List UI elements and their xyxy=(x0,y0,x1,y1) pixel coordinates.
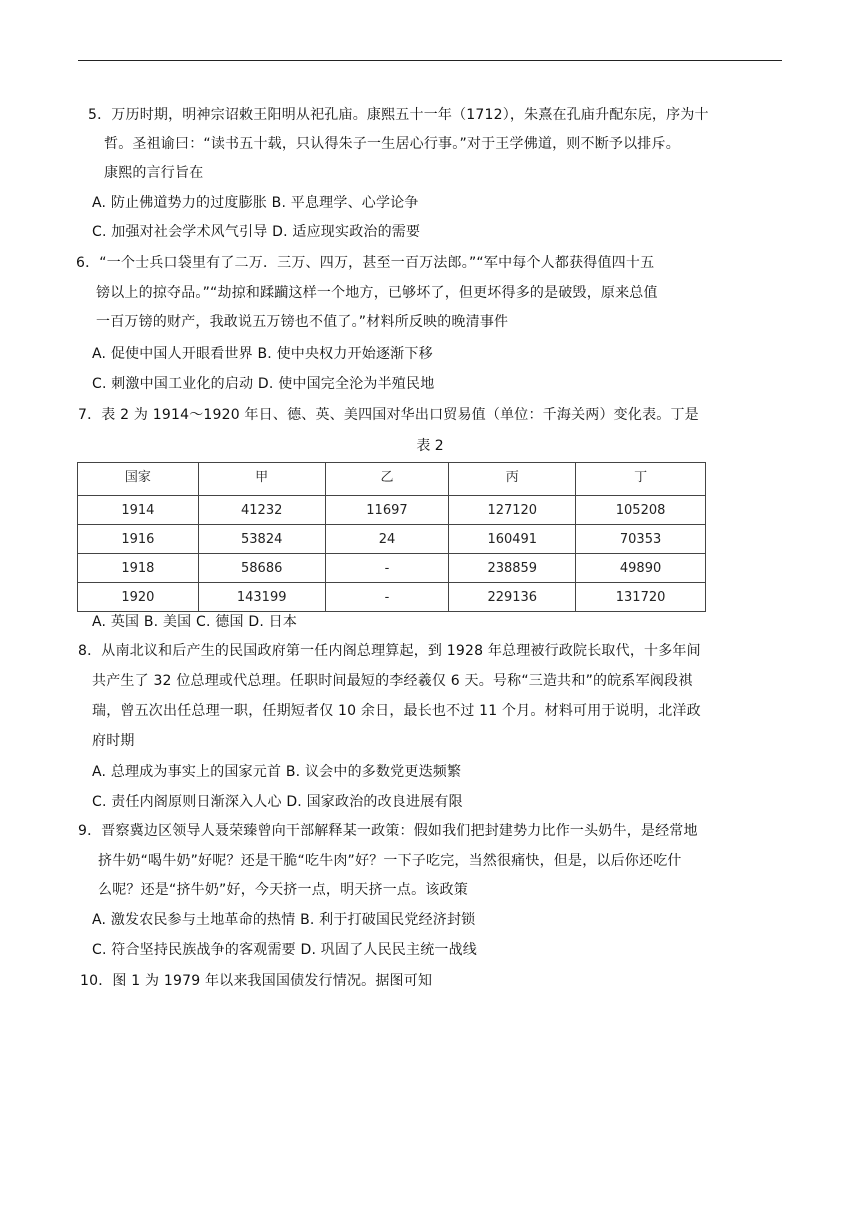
q5-options-cd: C. 加强对社会学术风气引导 D. 适应现实政治的需要 xyxy=(92,224,421,240)
table-row xyxy=(78,583,706,612)
table-cell: 70353 xyxy=(576,525,706,554)
q9-options-cd: C. 符合坚持民族战争的客观需要 D. 巩固了人民民主统一战线 xyxy=(92,942,478,958)
table-caption: 表 2 xyxy=(416,438,444,454)
q9-options-ab: A. 激发农民参与土地革命的热情 B. 利于打破国民党经济封锁 xyxy=(92,912,476,928)
q8-stem-line-1: 8．从南北议和后产生的民国政府第一任内阁总理算起，到 1928 年总理被行政院长取代，十多年间 xyxy=(78,643,701,659)
table-header-cell: 甲 xyxy=(198,463,325,496)
table-header-row xyxy=(78,463,706,496)
table-cell: 41232 xyxy=(198,496,325,525)
q8-options-cd: C. 责任内阁原则日渐深入人心 D. 国家政治的改良进展有限 xyxy=(92,794,463,810)
q5-stem-line-1: 5．万历时期，明神宗诏敕王阳明从祀孔庙。康熙五十一年（1712），朱熹在孔庙升配东庑，序为十 xyxy=(88,107,709,123)
table-cell: 160491 xyxy=(449,525,576,554)
table-cell: 127120 xyxy=(449,496,576,525)
table-cell: 24 xyxy=(325,525,449,554)
table-row xyxy=(78,496,706,525)
table-cell: 131720 xyxy=(576,583,706,612)
table-cell: 1914 xyxy=(78,496,199,525)
table-header-cell: 丁 xyxy=(576,463,706,496)
q6-options-cd: C. 刺激中国工业化的启动 D. 使中国完全沦为半殖民地 xyxy=(92,376,435,392)
q5-stem-line-2: 哲。圣祖谕曰：“读书五十载，只认得朱子一生居心行事。”对于王学佛道，则不断予以排斥。 xyxy=(104,136,680,152)
table-cell: 11697 xyxy=(325,496,449,525)
table-cell: - xyxy=(325,554,449,583)
table-header-cell: 国家 xyxy=(78,463,199,496)
header-rule xyxy=(78,60,782,61)
table-cell: 238859 xyxy=(449,554,576,583)
table-cell: 1918 xyxy=(78,554,199,583)
q6-stem-line-2: 镑以上的掠夺品。”“劫掠和蹂躏这样一个地方，已够坏了，但更坏得多的是破毁，原来总值 xyxy=(96,285,658,301)
q8-stem-line-3: 瑞，曾五次出任总理一职，任期短者仅 10 余日，最长也不过 11 个月。材料可用于说明，北洋政 xyxy=(92,703,701,719)
q6-stem-line-1: 6．“一个士兵口袋里有了二万．三万、四万，甚至一百万法郎。”“军中每个人都获得值四十五 xyxy=(76,255,655,271)
trade-table xyxy=(77,462,706,612)
q8-stem-line-4: 府时期 xyxy=(92,733,135,749)
table-cell: 49890 xyxy=(576,554,706,583)
q6-options-ab: A. 促使中国人开眼看世界 B. 使中央权力开始逐渐下移 xyxy=(92,346,433,362)
table-cell: 1916 xyxy=(78,525,199,554)
q7-options: A. 英国 B. 美国 C. 德国 D. 日本 xyxy=(92,614,298,630)
q6-stem-line-3: 一百万镑的财产，我敢说五万镑也不值了。”材料所反映的晚清事件 xyxy=(96,314,509,330)
table-cell: 229136 xyxy=(449,583,576,612)
q8-stem-line-2: 共产生了 32 位总理或代总理。任职时间最短的李经羲仅 6 天。号称“三造共和”的皖系军阀段祺 xyxy=(92,673,693,689)
table-cell: - xyxy=(325,583,449,612)
q7-stem-line-1: 7．表 2 为 1914～1920 年日、德、英、美四国对华出口贸易值（单位：千海关两）变化表。丁是 xyxy=(78,407,699,423)
table-row xyxy=(78,525,706,554)
q5-stem-line-3: 康熙的言行旨在 xyxy=(104,165,204,181)
table-cell: 53824 xyxy=(198,525,325,554)
q5-options-ab: A. 防止佛道势力的过度膨胀 B. 平息理学、心学论争 xyxy=(92,195,419,211)
q8-options-ab: A. 总理成为事实上的国家元首 B. 议会中的多数党更迭频繁 xyxy=(92,764,462,780)
table-row xyxy=(78,554,706,583)
q10-stem-line-1: 10．图 1 为 1979 年以来我国国债发行情况。据图可知 xyxy=(80,973,433,989)
table-cell: 105208 xyxy=(576,496,706,525)
q9-stem-line-3: 么呢？还是“挤牛奶”好，今天挤一点，明天挤一点。该政策 xyxy=(98,882,468,898)
table-cell: 1920 xyxy=(78,583,199,612)
q9-stem-line-2: 挤牛奶“喝牛奶”好呢？还是干脆“吃牛肉”好？一下子吃完，当然很痛快，但是，以后你还吃什 xyxy=(98,853,682,869)
table-cell: 58686 xyxy=(198,554,325,583)
table-cell: 143199 xyxy=(198,583,325,612)
table-header-cell: 丙 xyxy=(449,463,576,496)
q9-stem-line-1: 9．晋察冀边区领导人聂荣臻曾向干部解释某一政策：假如我们把封建势力比作一头奶牛，是经常地 xyxy=(78,823,698,839)
table-header-cell: 乙 xyxy=(325,463,449,496)
